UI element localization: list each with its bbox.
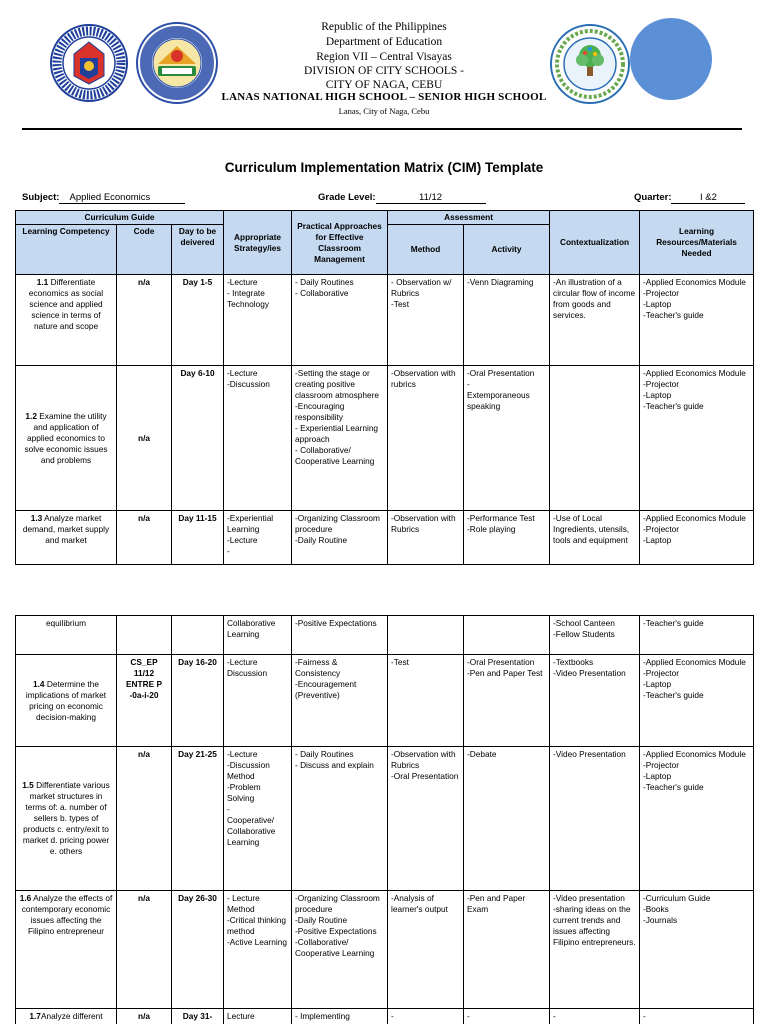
context-cell: - <box>550 1009 640 1024</box>
competency-cell: equilibrium <box>16 616 117 655</box>
activity-cell: - <box>464 1009 550 1024</box>
strategy-cell: Collaborative Learning <box>224 616 292 655</box>
strategy-cell: -Lecture - Integrate Technology <box>224 275 292 366</box>
days-cell: Day 6-10 <box>172 366 224 511</box>
code-cell: n/a <box>117 1009 172 1024</box>
resources-cell: -Applied Economics Module -Projector -Laptop -Teacher's guide <box>640 655 754 747</box>
context-cell: -School Canteen -Fellow Students <box>550 616 640 655</box>
subject-label: Subject: <box>22 192 60 203</box>
resources-cell: -Curriculum Guide -Books -Journals <box>640 891 754 1009</box>
code-cell <box>117 616 172 655</box>
code-cell: n/a <box>117 747 172 891</box>
header-code: Code <box>117 225 172 275</box>
header-line-department: Department of Education <box>325 36 443 48</box>
table-row <box>16 891 754 1009</box>
header-method: Method <box>388 225 464 275</box>
days-cell: Day 1-5 <box>172 275 224 366</box>
cim-table-part-1 <box>15 210 754 565</box>
header-divider <box>22 128 742 130</box>
context-cell: -An illustration of a circular flow of income from goods and services. <box>550 275 640 366</box>
days-cell: Day 11-15 <box>172 511 224 565</box>
context-cell: -Video Presentation <box>550 747 640 891</box>
quarter-label: Quarter: <box>634 192 672 203</box>
strategy-cell: Lecture <box>224 1009 292 1024</box>
strategy-cell: -Experiential Learning -Lecture - <box>224 511 292 565</box>
activity-cell: -Venn Diagraming <box>464 275 550 366</box>
activity-cell <box>464 616 550 655</box>
competency-cell: 1.4 Determine the implications of market pricing on economic decision-making <box>16 655 117 747</box>
table-row <box>16 747 754 891</box>
table-row <box>16 511 754 565</box>
strategy-cell: -Lecture Discussion <box>224 655 292 747</box>
days-cell: Day 31- <box>172 1009 224 1024</box>
practical-cell: - Implementing <box>292 1009 388 1024</box>
table-row <box>16 616 754 655</box>
context-cell <box>550 366 640 511</box>
cim-table-part-2 <box>15 615 754 1024</box>
method-cell: -Observation with Rubrics <box>388 511 464 565</box>
header-strategy: Appropriate Strategy/ies <box>224 211 292 275</box>
code-cell: n/a <box>117 275 172 366</box>
header-contextualization: Contextualization <box>550 211 640 275</box>
school-name: LANAS NATIONAL HIGH SCHOOL – SENIOR HIGH SCHOOL <box>221 91 547 103</box>
method-cell: -Analysis of learner's output <box>388 891 464 1009</box>
practical-cell: -Fairness & Consistency -Encouragement (Preventive) <box>292 655 388 747</box>
method-cell: -Test <box>388 655 464 747</box>
header-line-division: DIVISION OF CITY SCHOOLS - <box>304 65 464 77</box>
resources-cell: - <box>640 1009 754 1024</box>
grade-level-label: Grade Level: <box>318 192 376 203</box>
strategy-cell: -Lecture -Discussion <box>224 366 292 511</box>
competency-cell: 1.6 Analyze the effects of contemporary economic issues affecting the Filipino entrepreneur <box>16 891 117 1009</box>
method-cell: - <box>388 1009 464 1024</box>
competency-cell: 1.1 Differentiate economics as social science and applied science in terms of nature and scope <box>16 275 117 366</box>
activity-cell: -Pen and Paper Exam <box>464 891 550 1009</box>
days-cell: Day 16-20 <box>172 655 224 747</box>
competency-cell: 1.5 Differentiate various market structures in terms of: a. number of sellers b. types of products c. entry/exit to market d. pricing power e. others <box>16 747 117 891</box>
days-cell <box>172 616 224 655</box>
practical-cell: -Positive Expectations <box>292 616 388 655</box>
activity-cell: -Debate <box>464 747 550 891</box>
strategy-cell: - Lecture Method -Critical thinking method -Active Learning <box>224 891 292 1009</box>
practical-cell: -Setting the stage or creating positive classroom atmosphere -Encouraging responsibility - Experiential Learning approach - Collaborative/ Cooperative Learning <box>292 366 388 511</box>
code-cell: n/a <box>117 366 172 511</box>
days-cell: Day 21-25 <box>172 747 224 891</box>
subject-value: Applied Economics <box>59 192 185 204</box>
activity-cell: -Performance Test -Role playing <box>464 511 550 565</box>
table-row <box>16 1009 754 1024</box>
method-cell <box>388 616 464 655</box>
code-cell: n/a <box>117 511 172 565</box>
quarter-value: I &2 <box>671 192 745 204</box>
table-row <box>16 275 754 366</box>
header-line-city: CITY OF NAGA, CEBU <box>325 79 443 91</box>
header-resources: Learning Resources/Materials Needed <box>640 211 754 275</box>
strategy-cell: -Lecture -Discussion Method -Problem Solving - Cooperative/ Collaborative Learning <box>224 747 292 891</box>
competency-cell: 1.2 Examine the utility and application of applied economics to solve economic issues and problems <box>16 366 117 511</box>
resources-cell: -Applied Economics Module -Projector -Laptop -Teacher's guide <box>640 366 754 511</box>
grade-level-value: 11/12 <box>376 192 486 204</box>
practical-cell: -Organizing Classroom procedure -Daily Routine -Positive Expectations -Collaborative/ Cooperative Learning <box>292 891 388 1009</box>
table-row <box>16 655 754 747</box>
school-address: Lanas, City of Naga, Cebu <box>338 106 430 116</box>
quarter-field <box>634 192 745 204</box>
method-cell: -Observation with rubrics <box>388 366 464 511</box>
practical-cell: -Organizing Classroom procedure -Daily Routine <box>292 511 388 565</box>
header-line-republic: Republic of the Philippines <box>321 21 447 33</box>
competency-cell: 1.7Analyze different <box>16 1009 117 1024</box>
header-activity: Activity <box>464 225 550 275</box>
days-cell: Day 26-30 <box>172 891 224 1009</box>
header-line-region: Region VII – Central Visayas <box>316 51 452 63</box>
resources-cell: -Applied Economics Module -Projector -Laptop -Teacher's guide <box>640 747 754 891</box>
header-days: Day to be deivered <box>172 225 224 275</box>
practical-cell: - Daily Routines - Collaborative <box>292 275 388 366</box>
page-title: Curriculum Implementation Matrix (CIM) Template <box>224 160 544 175</box>
code-cell: n/a <box>117 891 172 1009</box>
activity-cell: -Oral Presentation - Extemporaneous speaking <box>464 366 550 511</box>
method-cell: - Observation w/ Rubrics -Test <box>388 275 464 366</box>
subject-field <box>22 192 185 204</box>
resources-cell: -Teacher's guide <box>640 616 754 655</box>
header-assessment: Assessment <box>388 211 550 225</box>
table-row <box>16 366 754 511</box>
practical-cell: - Daily Routines - Discuss and explain <box>292 747 388 891</box>
activity-cell: -Oral Presentation -Pen and Paper Test <box>464 655 550 747</box>
resources-cell: -Applied Economics Module -Projector -Laptop <box>640 511 754 565</box>
header-competency: Learning Competency <box>16 225 117 275</box>
resources-cell: -Applied Economics Module -Projector -Laptop -Teacher's guide <box>640 275 754 366</box>
code-cell: CS_EP 11/12 ENTRE P -0a-i-20 <box>117 655 172 747</box>
method-cell: -Observation with Rubrics -Oral Presentation <box>388 747 464 891</box>
header-practical: Practical Approaches for Effective Classroom Management <box>292 211 388 275</box>
context-cell: -Textbooks -Video Presentation <box>550 655 640 747</box>
grade-level-field <box>318 192 486 204</box>
context-cell: -Video presentation -sharing ideas on the current trends and issues affecting Filipino entrepreneurs. <box>550 891 640 1009</box>
context-cell: -Use of Local Ingredients, utensils, tools and equipment <box>550 511 640 565</box>
competency-cell: 1.3 Analyze market demand, market supply and market <box>16 511 117 565</box>
header-curriculum-guide: Curriculum Guide <box>16 211 224 225</box>
